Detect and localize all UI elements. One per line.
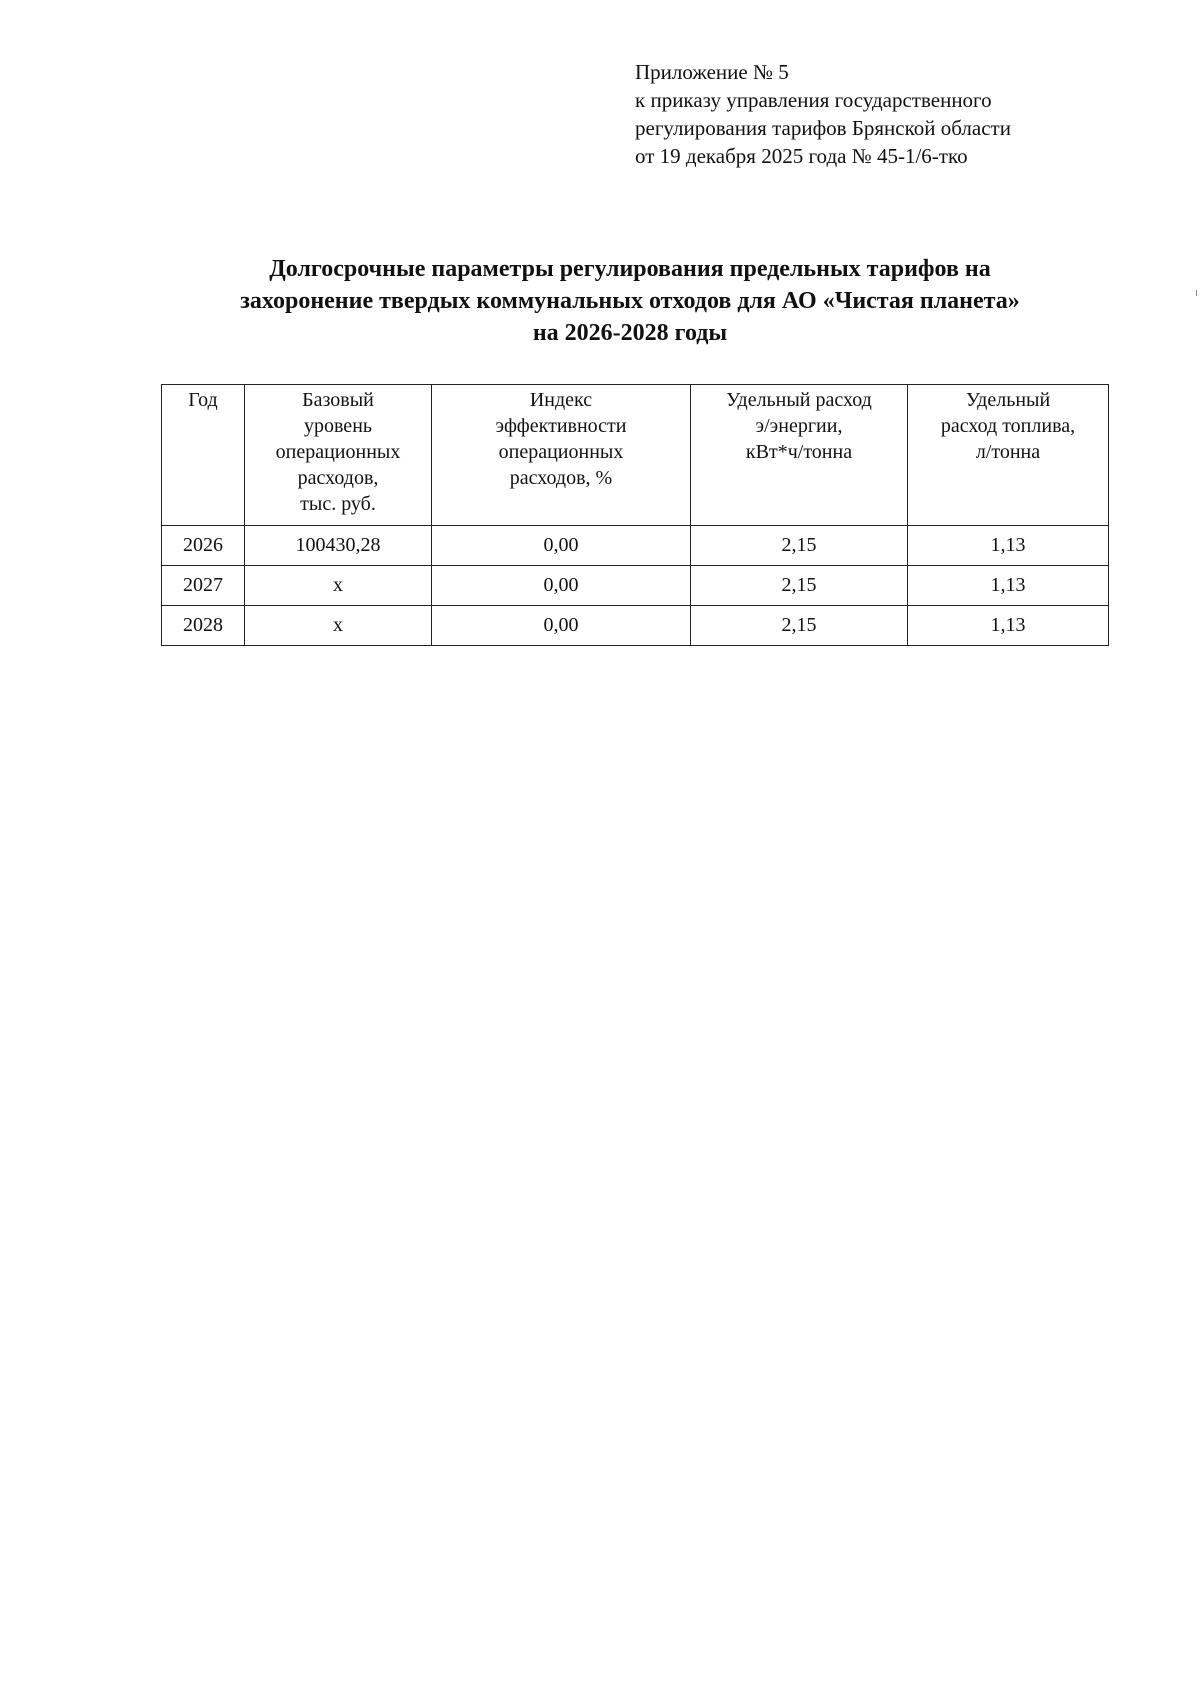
header-line: э/энергии, bbox=[755, 415, 843, 437]
header-line: Удельный расход bbox=[726, 389, 872, 411]
table-header-row bbox=[162, 385, 1109, 526]
header-line: тыс. руб. bbox=[300, 493, 376, 515]
appendix-date: от 19 декабря 2025 года № 45-1/6-тко bbox=[635, 144, 968, 168]
cell-year: 2026 bbox=[162, 526, 245, 566]
cell-energy-consumption: 2,15 bbox=[691, 606, 908, 646]
cell-year: 2028 bbox=[162, 606, 245, 646]
header-line: уровень bbox=[303, 415, 373, 437]
header-line: кВт*ч/тонна bbox=[745, 441, 853, 463]
header-line: Удельный bbox=[965, 389, 1051, 411]
header-line: расходов, % bbox=[509, 467, 613, 489]
cell-energy-consumption: 2,15 bbox=[691, 526, 908, 566]
appendix-number: Приложение № 5 bbox=[635, 60, 789, 84]
cell-base-opex: х bbox=[245, 606, 432, 646]
cell-efficiency-index: 0,00 bbox=[432, 526, 691, 566]
title-line-3: на 2026-2028 годы bbox=[532, 320, 728, 346]
appendix-authority: регулирования тарифов Брянской области bbox=[635, 116, 1011, 140]
cell-year: 2027 bbox=[162, 566, 245, 606]
cell-base-opex: 100430,28 bbox=[245, 526, 432, 566]
cell-base-opex: х bbox=[245, 566, 432, 606]
appendix-order-ref: к приказу управления государственного bbox=[635, 88, 992, 112]
header-line: л/тонна bbox=[975, 441, 1041, 463]
header-energy-consumption bbox=[691, 385, 908, 526]
cell-efficiency-index: 0,00 bbox=[432, 606, 691, 646]
header-base-opex bbox=[245, 385, 432, 526]
table-row bbox=[162, 526, 1109, 566]
header-efficiency-index bbox=[432, 385, 691, 526]
header-line: расходов, bbox=[297, 467, 379, 489]
parameters-table bbox=[161, 384, 1109, 646]
header-line: эффективности bbox=[495, 415, 627, 437]
header-line: операционных bbox=[275, 441, 401, 463]
header-fuel-consumption bbox=[908, 385, 1109, 526]
cell-fuel-consumption: 1,13 bbox=[908, 606, 1109, 646]
header-line: Год bbox=[188, 389, 218, 411]
table-row bbox=[162, 566, 1109, 606]
table-row bbox=[162, 606, 1109, 646]
scan-margin-mark bbox=[1196, 290, 1197, 296]
header-line: Индекс bbox=[529, 389, 593, 411]
header-line: расход топлива, bbox=[940, 415, 1076, 437]
appendix-header bbox=[635, 58, 1011, 170]
cell-fuel-consumption: 1,13 bbox=[908, 566, 1109, 606]
document-title bbox=[150, 253, 1110, 349]
title-line-1: Долгосрочные параметры регулирования предельных тарифов на bbox=[269, 256, 991, 282]
header-year bbox=[162, 385, 245, 526]
cell-efficiency-index: 0,00 bbox=[432, 566, 691, 606]
header-line: операционных bbox=[498, 441, 624, 463]
cell-fuel-consumption: 1,13 bbox=[908, 526, 1109, 566]
header-line: Базовый bbox=[302, 389, 374, 411]
title-line-2: захоронение твердых коммунальных отходов для АО «Чистая планета» bbox=[240, 288, 1020, 314]
cell-energy-consumption: 2,15 bbox=[691, 566, 908, 606]
